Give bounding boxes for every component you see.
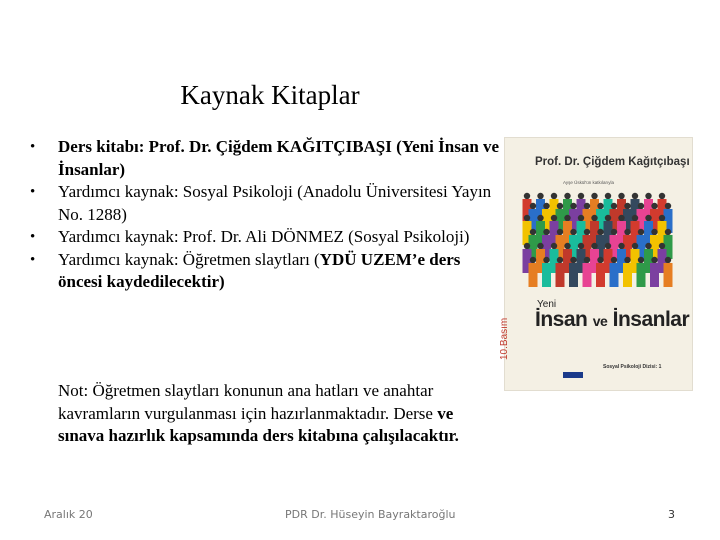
person-head: [557, 229, 563, 235]
person-head: [591, 215, 597, 221]
person-body: [610, 263, 619, 287]
person-head: [570, 229, 576, 235]
person-head: [624, 203, 630, 209]
person-head: [578, 193, 584, 199]
person-head: [524, 193, 530, 199]
person-head: [584, 203, 590, 209]
book-author: Prof. Dr. Çiğdem Kağıtçıbaşı: [535, 156, 690, 168]
person-head: [578, 215, 584, 221]
person-head: [624, 229, 630, 235]
person-head: [605, 215, 611, 221]
note-paragraph: [58, 380, 503, 448]
person-head: [537, 215, 543, 221]
person-head: [624, 257, 630, 263]
person-head: [611, 229, 617, 235]
book-collaborator: Ayşe Üskül'ün katkılarıyla: [563, 180, 615, 185]
person-body: [623, 263, 632, 287]
bullet-item-2: [30, 181, 500, 226]
person-head: [564, 193, 570, 199]
person-body: [583, 263, 592, 287]
person-body: [542, 263, 551, 287]
person-head: [659, 193, 665, 199]
slide-title: Kaynak Kitaplar: [180, 80, 360, 110]
person-head: [605, 193, 611, 199]
person-head: [618, 243, 624, 249]
bullet-dot: •: [30, 251, 36, 268]
person-head: [659, 215, 665, 221]
person-body: [596, 263, 605, 287]
footer-date: Aralık 20: [44, 508, 93, 521]
note-text: Not: Öğretmen slaytları konunun ana hatları ve anahtar kavramların vurgulanması için hazırlanmaktadır. Derse: [58, 381, 438, 423]
person-head: [584, 229, 590, 235]
bullet-list: [30, 136, 500, 294]
person-head: [551, 243, 557, 249]
person-head: [611, 257, 617, 263]
person-head: [632, 193, 638, 199]
person-head: [659, 243, 665, 249]
person-body: [569, 263, 578, 287]
person-body: [637, 263, 646, 287]
page-number: 3: [668, 508, 675, 521]
person-head: [591, 193, 597, 199]
person-head: [632, 215, 638, 221]
person-head: [564, 215, 570, 221]
person-head: [551, 215, 557, 221]
book-series: Sosyal Psikoloji Dizisi: 1: [603, 364, 662, 370]
person-head: [530, 229, 536, 235]
bullet-dot: •: [30, 139, 36, 155]
book-cover-image: [499, 138, 692, 390]
person-head: [591, 243, 597, 249]
book-title-part1: İnsan: [535, 308, 588, 331]
person-head: [537, 193, 543, 199]
person-head: [605, 243, 611, 249]
person-head: [638, 257, 644, 263]
person-head: [524, 215, 530, 221]
person-head: [570, 257, 576, 263]
person-body: [556, 263, 565, 287]
person-head: [611, 203, 617, 209]
person-head: [564, 243, 570, 249]
person-head: [557, 257, 563, 263]
person-head: [551, 193, 557, 199]
person-head: [557, 203, 563, 209]
bullet-text: Yardımcı kaynak: Öğretmen slaytları (: [58, 249, 320, 269]
person-head: [524, 243, 530, 249]
bullet-text-bold: YDÜ UZEM’e ders öncesi kaydedilecektir): [58, 249, 461, 291]
person-head: [597, 229, 603, 235]
person-head: [618, 215, 624, 221]
person-head: [537, 243, 543, 249]
person-head: [530, 203, 536, 209]
bullet-item-1: [30, 136, 500, 181]
person-head: [645, 193, 651, 199]
person-head: [651, 203, 657, 209]
bullet-text: Yardımcı kaynak: Prof. Dr. Ali DÖNMEZ (Sosyal Psikoloji): [58, 227, 470, 246]
person-head: [632, 243, 638, 249]
person-head: [597, 203, 603, 209]
crowd-illustration: [521, 188, 681, 296]
bullet-text-bold: Ders kitabı: Prof. Dr. Çiğdem KAĞITÇIBAŞI (Yeni İnsan ve İnsanlar): [58, 137, 500, 179]
person-head: [665, 203, 671, 209]
person-body: [650, 263, 659, 287]
person-head: [597, 257, 603, 263]
bullet-dot: •: [30, 184, 36, 200]
bullet-dot: •: [30, 229, 36, 245]
book-title-ve: ve: [592, 313, 608, 329]
publisher-logo: [563, 372, 583, 378]
person-head: [578, 243, 584, 249]
person-head: [665, 229, 671, 235]
person-head: [638, 203, 644, 209]
person-head: [645, 243, 651, 249]
person-head: [570, 203, 576, 209]
bullet-item-4: [30, 249, 500, 294]
book-title: [535, 308, 689, 332]
person-head: [543, 203, 549, 209]
person-head: [651, 257, 657, 263]
book-edition: 10.Basım: [499, 317, 510, 360]
person-head: [665, 257, 671, 263]
bullet-item-3: [30, 226, 500, 249]
footer-author: PDR Dr. Hüseyin Bayraktaroğlu: [285, 508, 456, 521]
person-head: [645, 215, 651, 221]
bullet-text: Yardımcı kaynak: Sosyal Psikoloji (Anadolu Üniversitesi Yayın No. 1288): [58, 182, 492, 224]
person-head: [543, 257, 549, 263]
person-head: [651, 229, 657, 235]
person-head: [638, 229, 644, 235]
person-body: [529, 263, 538, 287]
person-head: [584, 257, 590, 263]
person-head: [543, 229, 549, 235]
person-head: [618, 193, 624, 199]
person-body: [664, 263, 673, 287]
book-title-part2: İnsanlar: [612, 308, 690, 331]
note-text-bold: ve sınava hazırlık kapsamında ders kitabına çalışılacaktır.: [58, 403, 459, 445]
person-head: [530, 257, 536, 263]
book-title-yeni: Yeni: [537, 299, 557, 310]
